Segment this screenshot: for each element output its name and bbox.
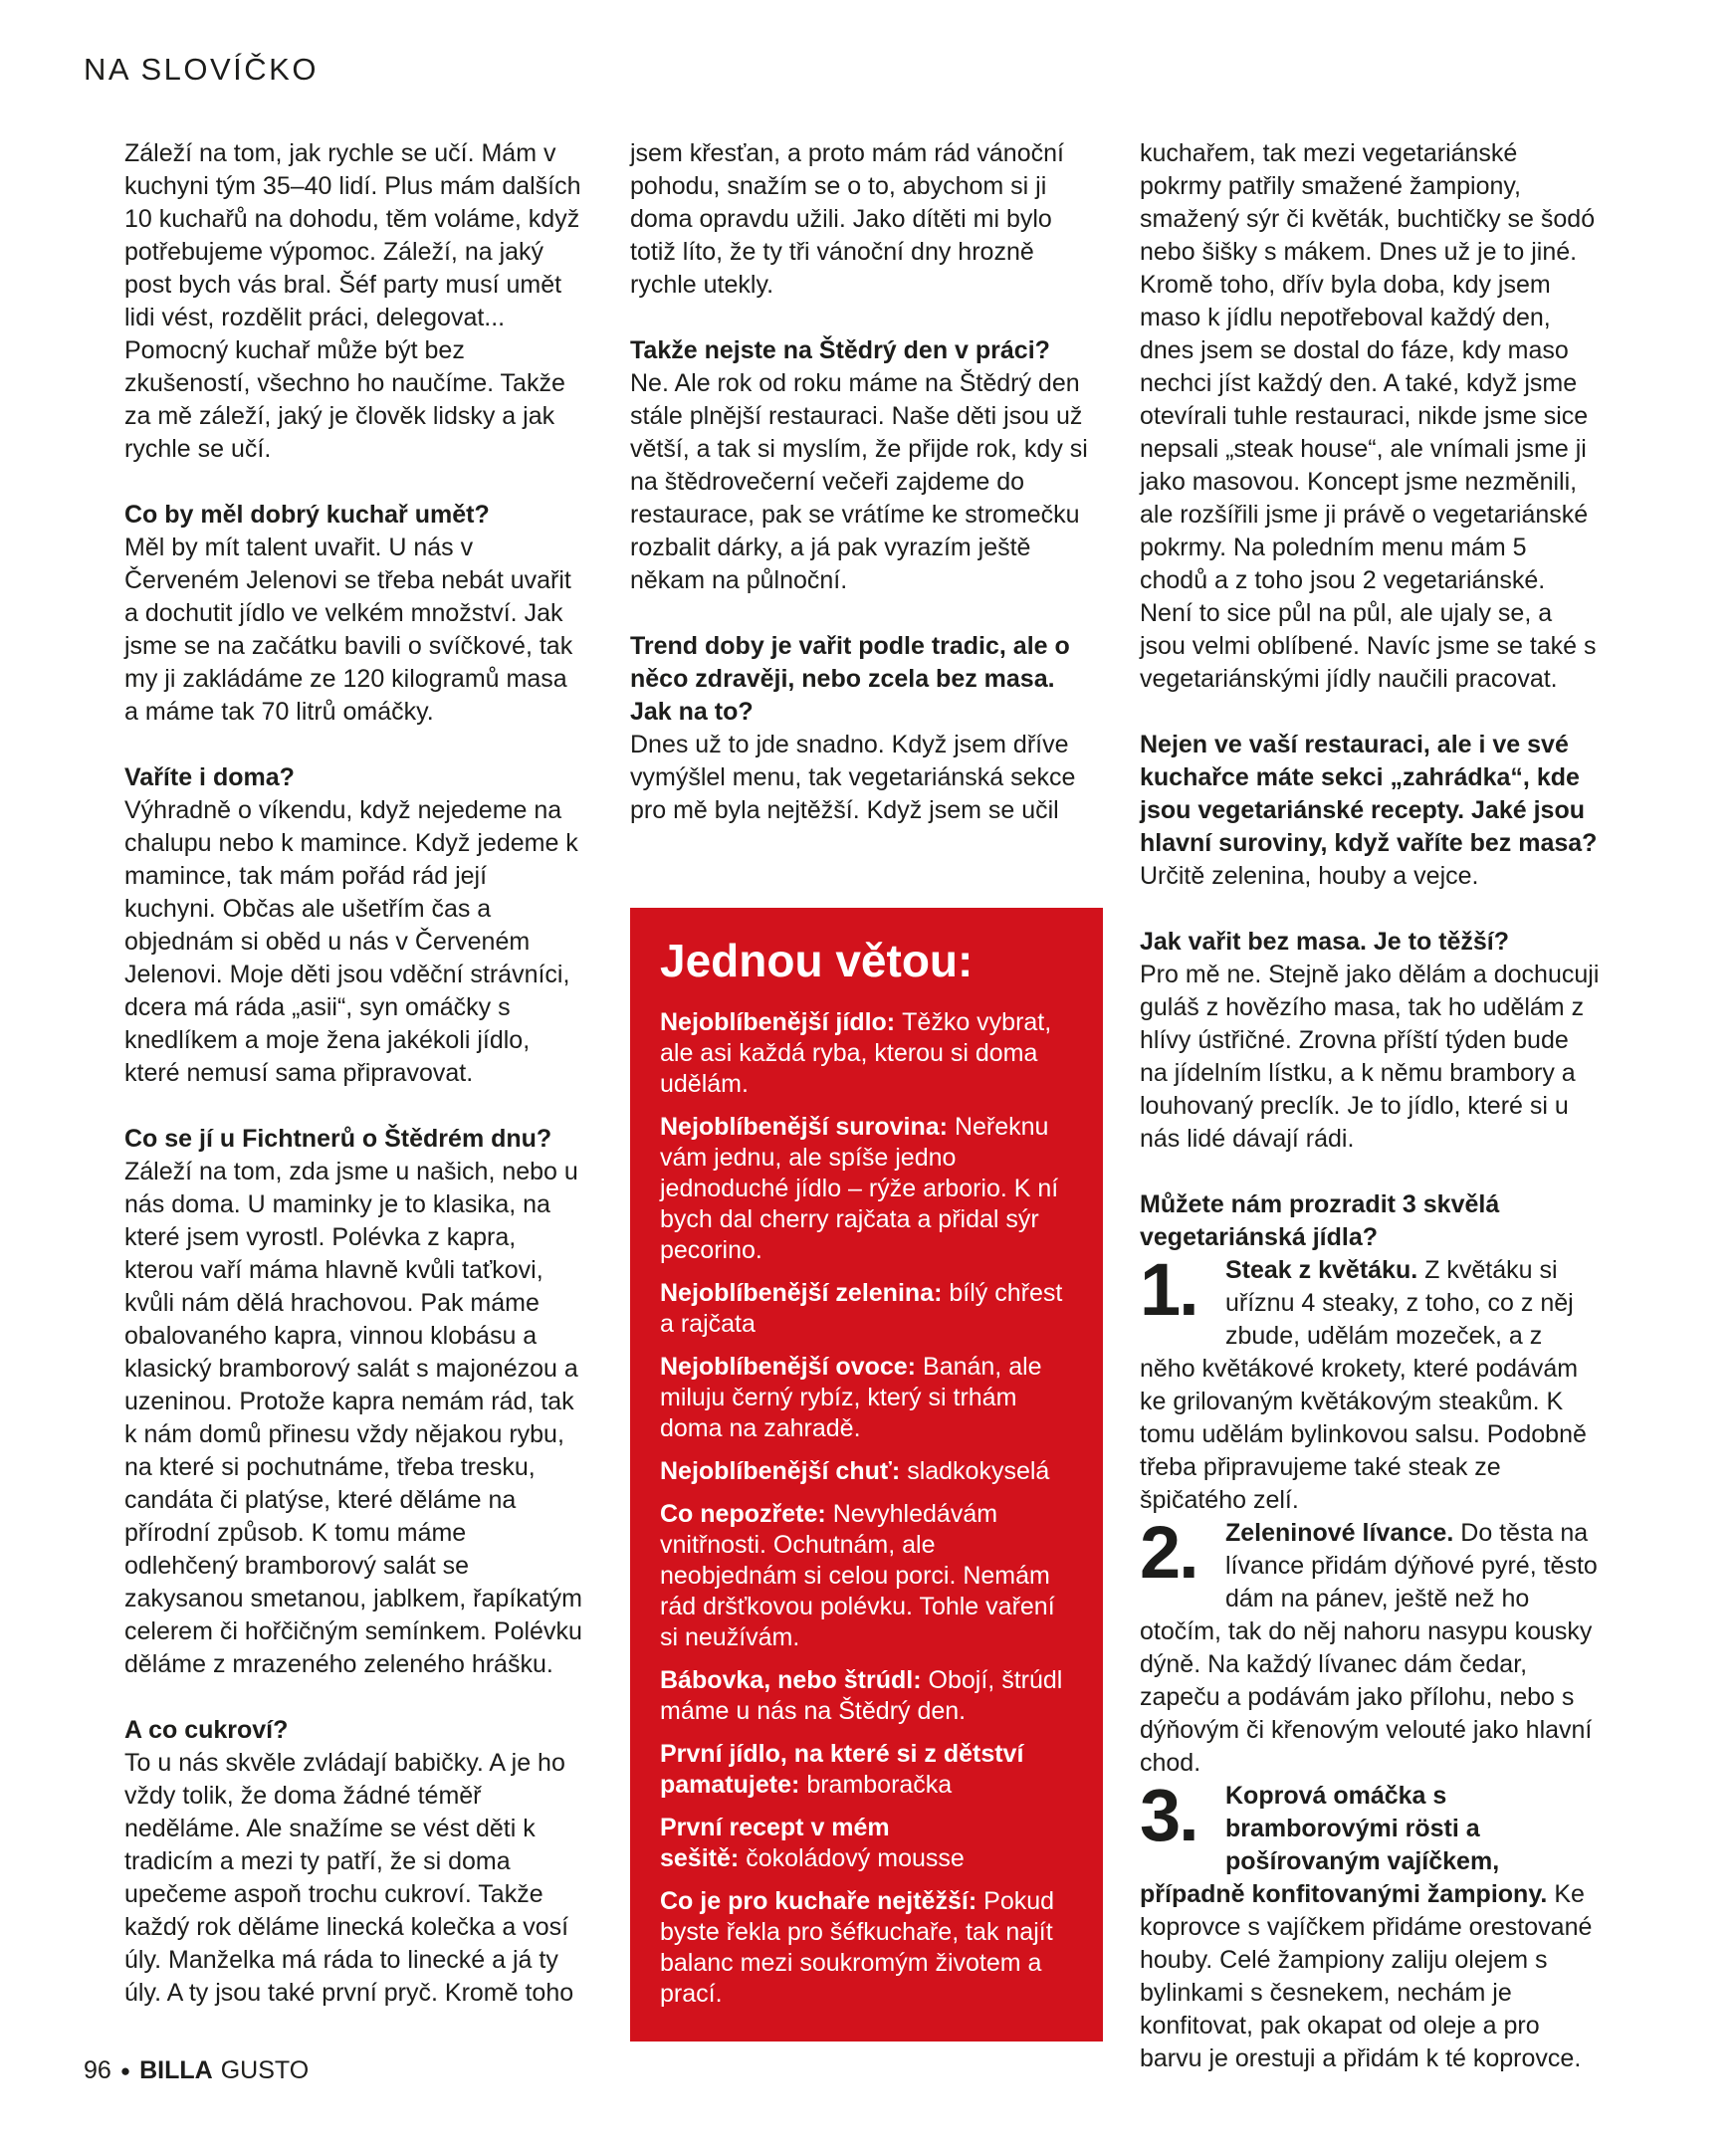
qa-answer: Neřeknu vám jednu, ale spíše jedno jednoduché jídlo – rýže arborio. K ní bych dal cherry rajčata a přidal sýr pecorino. [660,1112,1059,1264]
paragraph: Záleží na tom, zda jsme u našich, nebo u nás doma. U maminky je to klasika, na které jsem vyrostl. Polévka z kapra, kterou vaří máma hlavně kvůli taťkovi, kvůli nám dělá hrachovou. Pak máme obalovaného kapra, vinnou klobásu a klasický bramborový salát s majonézou a uzeninou. Protože kapra nemám rád, tak k nám domů přinesu vždy nějakou rybu, na které si pochutnáme, třeba tresku, candáta či platýse, které děláme na přírodní způsob. K tomu máme odlehčený bramborový salát se zakysanou smetanou, jablkem, řapíkatým celerem či hořčičným semínkem. Polévku děláme z mrazeného zeleného hrášku. [124,1158,582,1678]
bullet-separator-icon: ● [119,2061,131,2080]
question-heading: Co by měl dobrý kuchař umět? [124,501,490,529]
qa-item [660,1007,1073,1100]
qa-label: Nejoblíbenější jídlo: [660,1007,896,1036]
question-heading: Jak vařit bez masa. Je to těžší? [1140,928,1510,956]
qa-label: Bábovka, nebo štrúdl: [660,1665,922,1694]
numbered-recipe-item [1140,1780,1600,2075]
paragraph: Určitě zelenina, houby a vejce. [1140,862,1479,890]
qa-answer: Těžko vybrat, ale asi každá ryba, kterou si doma udělám. [660,1007,1052,1098]
paragraph: Měl by mít talent uvařit. U nás v Červeném Jelenovi se třeba nebát uvařit a dochutit jídlo ve velkém množství. Jak jsme se na začátku bavili o svíčkové, tak my ji zakládáme ze 120 kilogramů masa a máme tak 70 litrů omáčky. [124,534,573,726]
qa-item [660,1352,1073,1444]
question-heading: A co cukroví? [124,1716,289,1744]
qa-answer: sladkokyselá [907,1456,1050,1485]
question-heading: Trend doby je vařit podle tradic, ale o něco zdravěji, nebo zcela bez masa. Jak na to? [630,632,1070,726]
column-3 [1140,137,1600,2075]
qa-label: Nejoblíbenější surovina: [660,1112,948,1141]
qa-answer: Nevyhledávám vnitřnosti. Ochutnám, ale neobjednám si celou porci. Nemám rád dršťkovou polévku. Tohle vaření si neužívám. [660,1499,1055,1651]
section-kicker: NA SLOVÍČKO [84,52,319,87]
qa-item [660,1499,1073,1653]
recipe-lead: Zeleninové lívance. [1225,1519,1454,1547]
qa-label: Co nepozřete: [660,1499,826,1528]
item-number: 1. [1140,1254,1197,1331]
paragraph: To u nás skvěle zvládají babičky. A je ho vždy tolik, že doma žádné téměř neděláme. Ale snažíme se vést děti k tradicím a mezi ty patří, že si doma upečeme aspoň trochu cukroví. Takže každý rok děláme linecká kolečka a vosí úly. Manželka má ráda to linecké a já ty úly. A ty jsou také první pryč. Kromě toho [124,1749,574,2007]
qa-item [660,1813,1073,1874]
numbered-recipe-item [1140,1517,1600,1780]
recipe-lead: Koprová omáčka s bramborovými rösti a pošírovaným vajíčkem, případně konfitovanými žampiony. [1140,1782,1548,1908]
page-number: 96 [84,2056,111,2084]
qa-item [660,1886,1073,2010]
qa-label: Nejoblíbenější zelenina: [660,1278,943,1307]
qa-answer: bílý chřest a rajčata [660,1278,1063,1338]
recipe-text: Z květáku si uříznu 4 steaky, z toho, co z něj zbude, udělám mozeček, a z něho květákové krokety, které podávám ke grilovaným květákovým steakům. K tomu udělám bylinkovou salsu. Podobně třeba připravujeme také steak ze špičatého zelí. [1140,1256,1587,1514]
column-1 [124,137,584,2010]
qa-label: Nejoblíbenější ovoce: [660,1352,917,1381]
question-heading: Nejen ve vaší restauraci, ale i ve své kuchařce máte sekci „zahrádka“, kde jsou vegetariánské recepty. Jaké jsou hlavní suroviny, když vaříte bez masa? [1140,731,1598,857]
recipe-lead: Steak z květáku. [1225,1256,1418,1284]
paragraph: kuchařem, tak mezi vegetariánské pokrmy patřily smažené žampiony, smažený sýr či květák, buchtičky se šodó nebo šišky s mákem. Dnes už je to jiné. Kromě toho, dřív byla doba, kdy jsem maso k jídlu nepotřeboval každý den, dnes jsem se dostal do fáze, kdy maso nechci jíst každý den. A také, když jsme otevírali tuhle restauraci, nikde jsme sice nepsali „steak house“, ale vnímali jsme ji jako masovou. Koncept jsme nezměnili, ale rozšířili jsme ji právě o vegetariánské pokrmy. Na poledním menu mám 5 chodů a z toho jsou 2 vegetariánské. Není to sice půl na půl, ale ujaly se, a jsou velmi oblíbené. Navíc jsme se také s vegetariánskými jídly naučili pracovat. [1140,139,1597,693]
paragraph: Záleží na tom, jak rychle se učí. Mám v kuchyni tým 35–40 lidí. Plus mám dalších 10 kuchařů na dohodu, těm voláme, když potřebujeme výpomoc. Záleží, na jaký post bych vás bral. Šéf party musí umět lidi vést, rozdělit práci, delegovat... Pomocný kuchař může být bez zkušeností, všechno ho naučíme. Takže za mě záleží, jaký je člověk lidsky a jak rychle se učí. [124,139,581,463]
item-number: 3. [1140,1780,1197,1856]
qa-item [660,1739,1073,1801]
column-2 [630,137,1090,827]
paragraph: Ne. Ale rok od roku máme na Štědrý den stále plnější restauraci. Naše děti jsou už větší, a tak si myslím, že přijde rok, kdy si na štědrovečerní večeři zajdeme do restaurace, pak se vrátíme ke stromečku rozbalit dárky, a já pak vyrazím ještě někam na půlnoční. [630,369,1088,594]
item-number: 2. [1140,1517,1197,1594]
question-heading: Co se jí u Fichtnerů o Štědrém dnu? [124,1125,552,1153]
paragraph: Dnes už to jde snadno. Když jsem dříve vymýšlel menu, tak vegetariánská sekce pro mě byla nejtěžší. Když jsem se učil [630,731,1076,824]
paragraph: jsem křesťan, a proto mám rád vánoční pohodu, snažím se o to, abychom si ji doma opravdu užili. Jako dítěti mi bylo totiž líto, že ty tři vánoční dny hrozně rychle utekly. [630,139,1064,299]
qa-item [660,1278,1073,1340]
qa-label: Co je pro kuchaře nejtěžší: [660,1886,977,1915]
qa-answer: čokoládový mousse [746,1843,965,1872]
qa-item [660,1456,1073,1487]
qa-answer: bramboračka [806,1770,953,1799]
paragraph: Pro mě ne. Stejně jako dělám a dochucuji guláš z hovězího masa, tak ho udělám z hlívy ústřičné. Zrovna příští týden bude na jídelním lístku, a k němu brambory a louhovaný preclík. Je to jídlo, které si u nás lidé dávají rádi. [1140,961,1600,1153]
recipe-text: Do těsta na lívance přidám dýňové pyré, těsto dám na pánev, ještě než ho otočím, tak do něj nahoru nasypu kousky dýně. Na každý lívanec dám čedar, zapeču a podávám jako přílohu, nebo s dýňovým či křenovým velouté jako hlavní chod. [1140,1519,1598,1777]
qa-answer: Banán, ale miluju černý rybíz, který si trhám doma na zahradě. [660,1352,1042,1442]
question-heading: Vaříte i doma? [124,763,295,791]
page-footer [84,2056,309,2085]
recipe-text: Ke koprovce s vajíčkem přidáme orestované houby. Celé žampiony zaliju olejem s bylinkami s česnekem, nechám je konfitovat, pak okapat od oleje a pro barvu je orestuji a přidám k té koprovce. [1140,1880,1593,2072]
qa-label: První recept v mém sešitě: [660,1813,890,1872]
qa-label: Nejoblíbenější chuť: [660,1456,901,1485]
question-heading: Můžete nám prozradit 3 skvělá vegetariánská jídla? [1140,1190,1500,1251]
paragraph: Výhradně o víkendu, když nejedeme na chalupu nebo k mamince. Když jedeme k mamince, tak mám pořád rád její kuchyni. Občas ale ušetřím čas a objednám si oběd u nás v Červeném Jelenovi. Moje děti jsou vděční strávníci, dcera má ráda „asii“, syn omáčky s knedlíkem a moje žena jakékoli jídlo, které nemusí sama připravovat. [124,796,578,1087]
one-sentence-sidebar-box [630,908,1103,2042]
qa-answer: Obojí, štrúdl máme u nás na Štědrý den. [660,1665,1063,1725]
qa-item [660,1665,1073,1727]
qa-item [660,1112,1073,1266]
qa-label: První jídlo, na které si z dětství pamatujete: [660,1739,1024,1799]
qa-answer: Pokud byste řekla pro šéfkuchaře, tak najít balanc mezi soukromým životem a prací. [660,1886,1055,2008]
sidebar-box-title: Jednou větou: [660,935,974,986]
magazine-name: GUSTO [220,2056,310,2084]
brand-name: BILLA [139,2056,213,2084]
numbered-recipe-item [1140,1254,1600,1517]
question-heading: Takže nejste na Štědrý den v práci? [630,336,1050,364]
